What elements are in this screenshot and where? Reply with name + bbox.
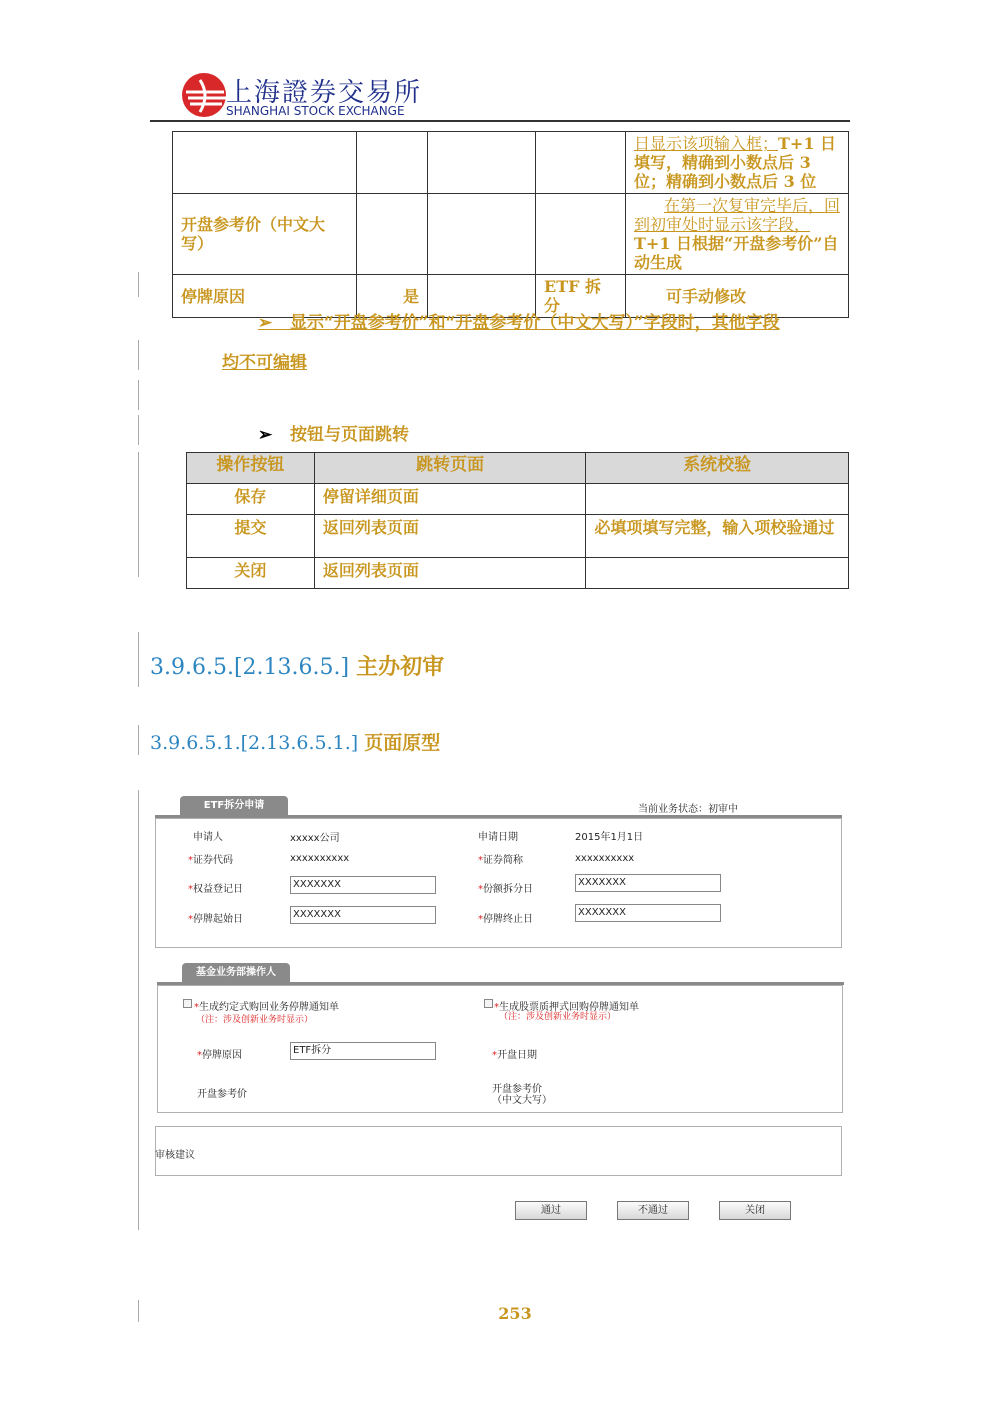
applicant-label: 申请人 — [193, 832, 223, 843]
subsection-title: 页面原型 — [364, 732, 441, 754]
table-cell: 返回列表页面 — [314, 515, 586, 558]
table-row — [187, 558, 849, 589]
halt-reason-input[interactable]: ETF拆分 — [290, 1042, 436, 1060]
bullet-arrow-icon: ➢ — [258, 425, 273, 445]
chk1-note: （注：涉及创新业务时显示） — [196, 1015, 314, 1025]
halt-end-input[interactable]: XXXXXXX — [575, 904, 721, 922]
change-bar — [138, 1300, 139, 1322]
table-cell — [357, 194, 428, 275]
table-cell: 必填项填写完整，输入项校验通过 — [586, 515, 849, 558]
review-label: 审核建议 — [155, 1150, 195, 1161]
table-cell — [586, 484, 849, 515]
record-date-label: *权益登记日 — [188, 884, 243, 895]
chk1-label: *生成约定式购回业务停牌通知单 — [194, 1002, 339, 1013]
change-bar — [138, 415, 139, 445]
notice-checkbox-2[interactable] — [484, 999, 493, 1008]
open-ref-cn-label: 开盘参考价 — [492, 1084, 542, 1095]
tab-fund-operator[interactable]: 基金业务部操作人 — [182, 963, 290, 983]
table-cell: 保存 — [187, 484, 315, 515]
logo-en-text: SHANGHAI STOCK EXCHANGE — [226, 104, 405, 118]
table-cell — [173, 132, 357, 194]
open-ref-cn-label-2: （中文大写） — [492, 1095, 552, 1106]
change-bar — [138, 790, 139, 1230]
close-button[interactable]: 关闭 — [719, 1201, 791, 1220]
inserted-text: 日显示该项输入框； — [634, 134, 779, 153]
halt-reason-label: *停牌原因 — [197, 1050, 242, 1061]
change-bar — [138, 380, 139, 410]
open-date-label: *开盘日期 — [492, 1050, 537, 1061]
table-row — [187, 515, 849, 558]
section-heading — [150, 650, 444, 681]
pass-button[interactable]: 通过 — [515, 1201, 587, 1220]
bullet-1 — [258, 308, 780, 333]
button-table — [186, 452, 849, 589]
table-cell: 提交 — [187, 515, 315, 558]
change-bar — [138, 272, 139, 297]
inserted-text: 在第一次复审完毕后，回到初审处时显示该字段， — [634, 196, 841, 234]
sse-logo — [180, 70, 440, 120]
default-value: ETF 拆分 — [544, 277, 602, 315]
split-date-input[interactable]: XXXXXXX — [575, 874, 721, 892]
header-rule — [150, 120, 850, 122]
bullet-arrow-icon: ➢ — [258, 313, 273, 333]
section-number: 3.9.6.5.[2.13.6.5.] — [150, 655, 350, 680]
tab-etf-split-apply[interactable]: ETF拆分申请 — [180, 796, 288, 816]
field-label: 开盘参考价（中文大写） — [181, 215, 326, 253]
subsection-heading — [150, 728, 440, 755]
record-date-input[interactable]: XXXXXXX — [290, 876, 436, 894]
field-table — [172, 131, 849, 318]
table-cell — [357, 132, 428, 194]
review-panel[interactable] — [155, 1126, 842, 1176]
table-header: 操作按钮 — [187, 453, 315, 484]
section-title: 主办初审 — [356, 654, 445, 680]
reject-button[interactable]: 不通过 — [617, 1201, 689, 1220]
subsection-number: 3.9.6.5.1.[2.13.6.5.1.] — [150, 732, 359, 754]
table-cell — [626, 132, 849, 194]
cell-text: T+1 日填写，精确到小数点后 3 位；精确到小数点后 3 位 — [634, 134, 837, 191]
bullet-text: 显示“开盘参考价”和“开盘参考价（中文大写）”字段时，其他字段 — [290, 313, 780, 333]
halt-start-input[interactable]: XXXXXXX — [290, 906, 436, 924]
applicant-value: xxxxx公司 — [290, 833, 340, 844]
logo-cn-text: 上海證券交易所 — [226, 78, 423, 108]
open-ref-label: 开盘参考价 — [197, 1089, 247, 1100]
table-cell — [586, 558, 849, 589]
apply-date-value: 2015年1月1日 — [575, 832, 644, 843]
change-bar — [138, 725, 139, 755]
bullet-2 — [258, 420, 409, 445]
table-row — [187, 484, 849, 515]
cell-text: T+1 日根据“开盘参考价”自动生成 — [634, 234, 839, 272]
halt-end-label: *停牌终止日 — [478, 914, 533, 925]
page-number: 253 — [498, 1304, 532, 1323]
change-bar — [138, 452, 139, 577]
split-date-label: *份额拆分日 — [478, 884, 533, 895]
field-label: 停牌原因 — [181, 286, 246, 306]
chk2-note: （注：涉及创新业务时显示） — [499, 1012, 617, 1022]
notice-checkbox-1[interactable] — [183, 999, 192, 1008]
chk2-label: *生成股票质押式回购停牌通知单 — [494, 1002, 639, 1013]
table-cell — [626, 194, 849, 275]
table-cell — [173, 194, 357, 275]
sec-code-value: xxxxxxxxxx — [290, 853, 350, 864]
table-cell: 关闭 — [187, 558, 315, 589]
status-label: 当前业务状态：初审中 — [638, 804, 738, 815]
sec-abbr-label: *证券简称 — [478, 855, 523, 866]
cell-note: 可手动修改 — [666, 286, 747, 306]
table-cell — [536, 194, 626, 275]
sec-code-label: *证券代码 — [188, 855, 233, 866]
change-bar — [138, 340, 139, 370]
bullet-1-cont: 均不可编辑 — [222, 353, 307, 373]
halt-start-label: *停牌起始日 — [188, 914, 243, 925]
sec-abbr-value: xxxxxxxxxx — [575, 853, 635, 864]
table-header: 系统校验 — [586, 453, 849, 484]
table-cell — [428, 194, 536, 275]
table-cell: 停留详细页面 — [314, 484, 586, 515]
apply-date-label: 申请日期 — [478, 832, 518, 843]
bullet-text: 按钮与页面跳转 — [290, 425, 410, 445]
table-cell — [428, 132, 536, 194]
change-bar — [138, 632, 139, 687]
table-header: 跳转页面 — [314, 453, 586, 484]
required-value: 是 — [402, 286, 419, 306]
table-cell — [536, 132, 626, 194]
table-cell: 返回列表页面 — [314, 558, 586, 589]
